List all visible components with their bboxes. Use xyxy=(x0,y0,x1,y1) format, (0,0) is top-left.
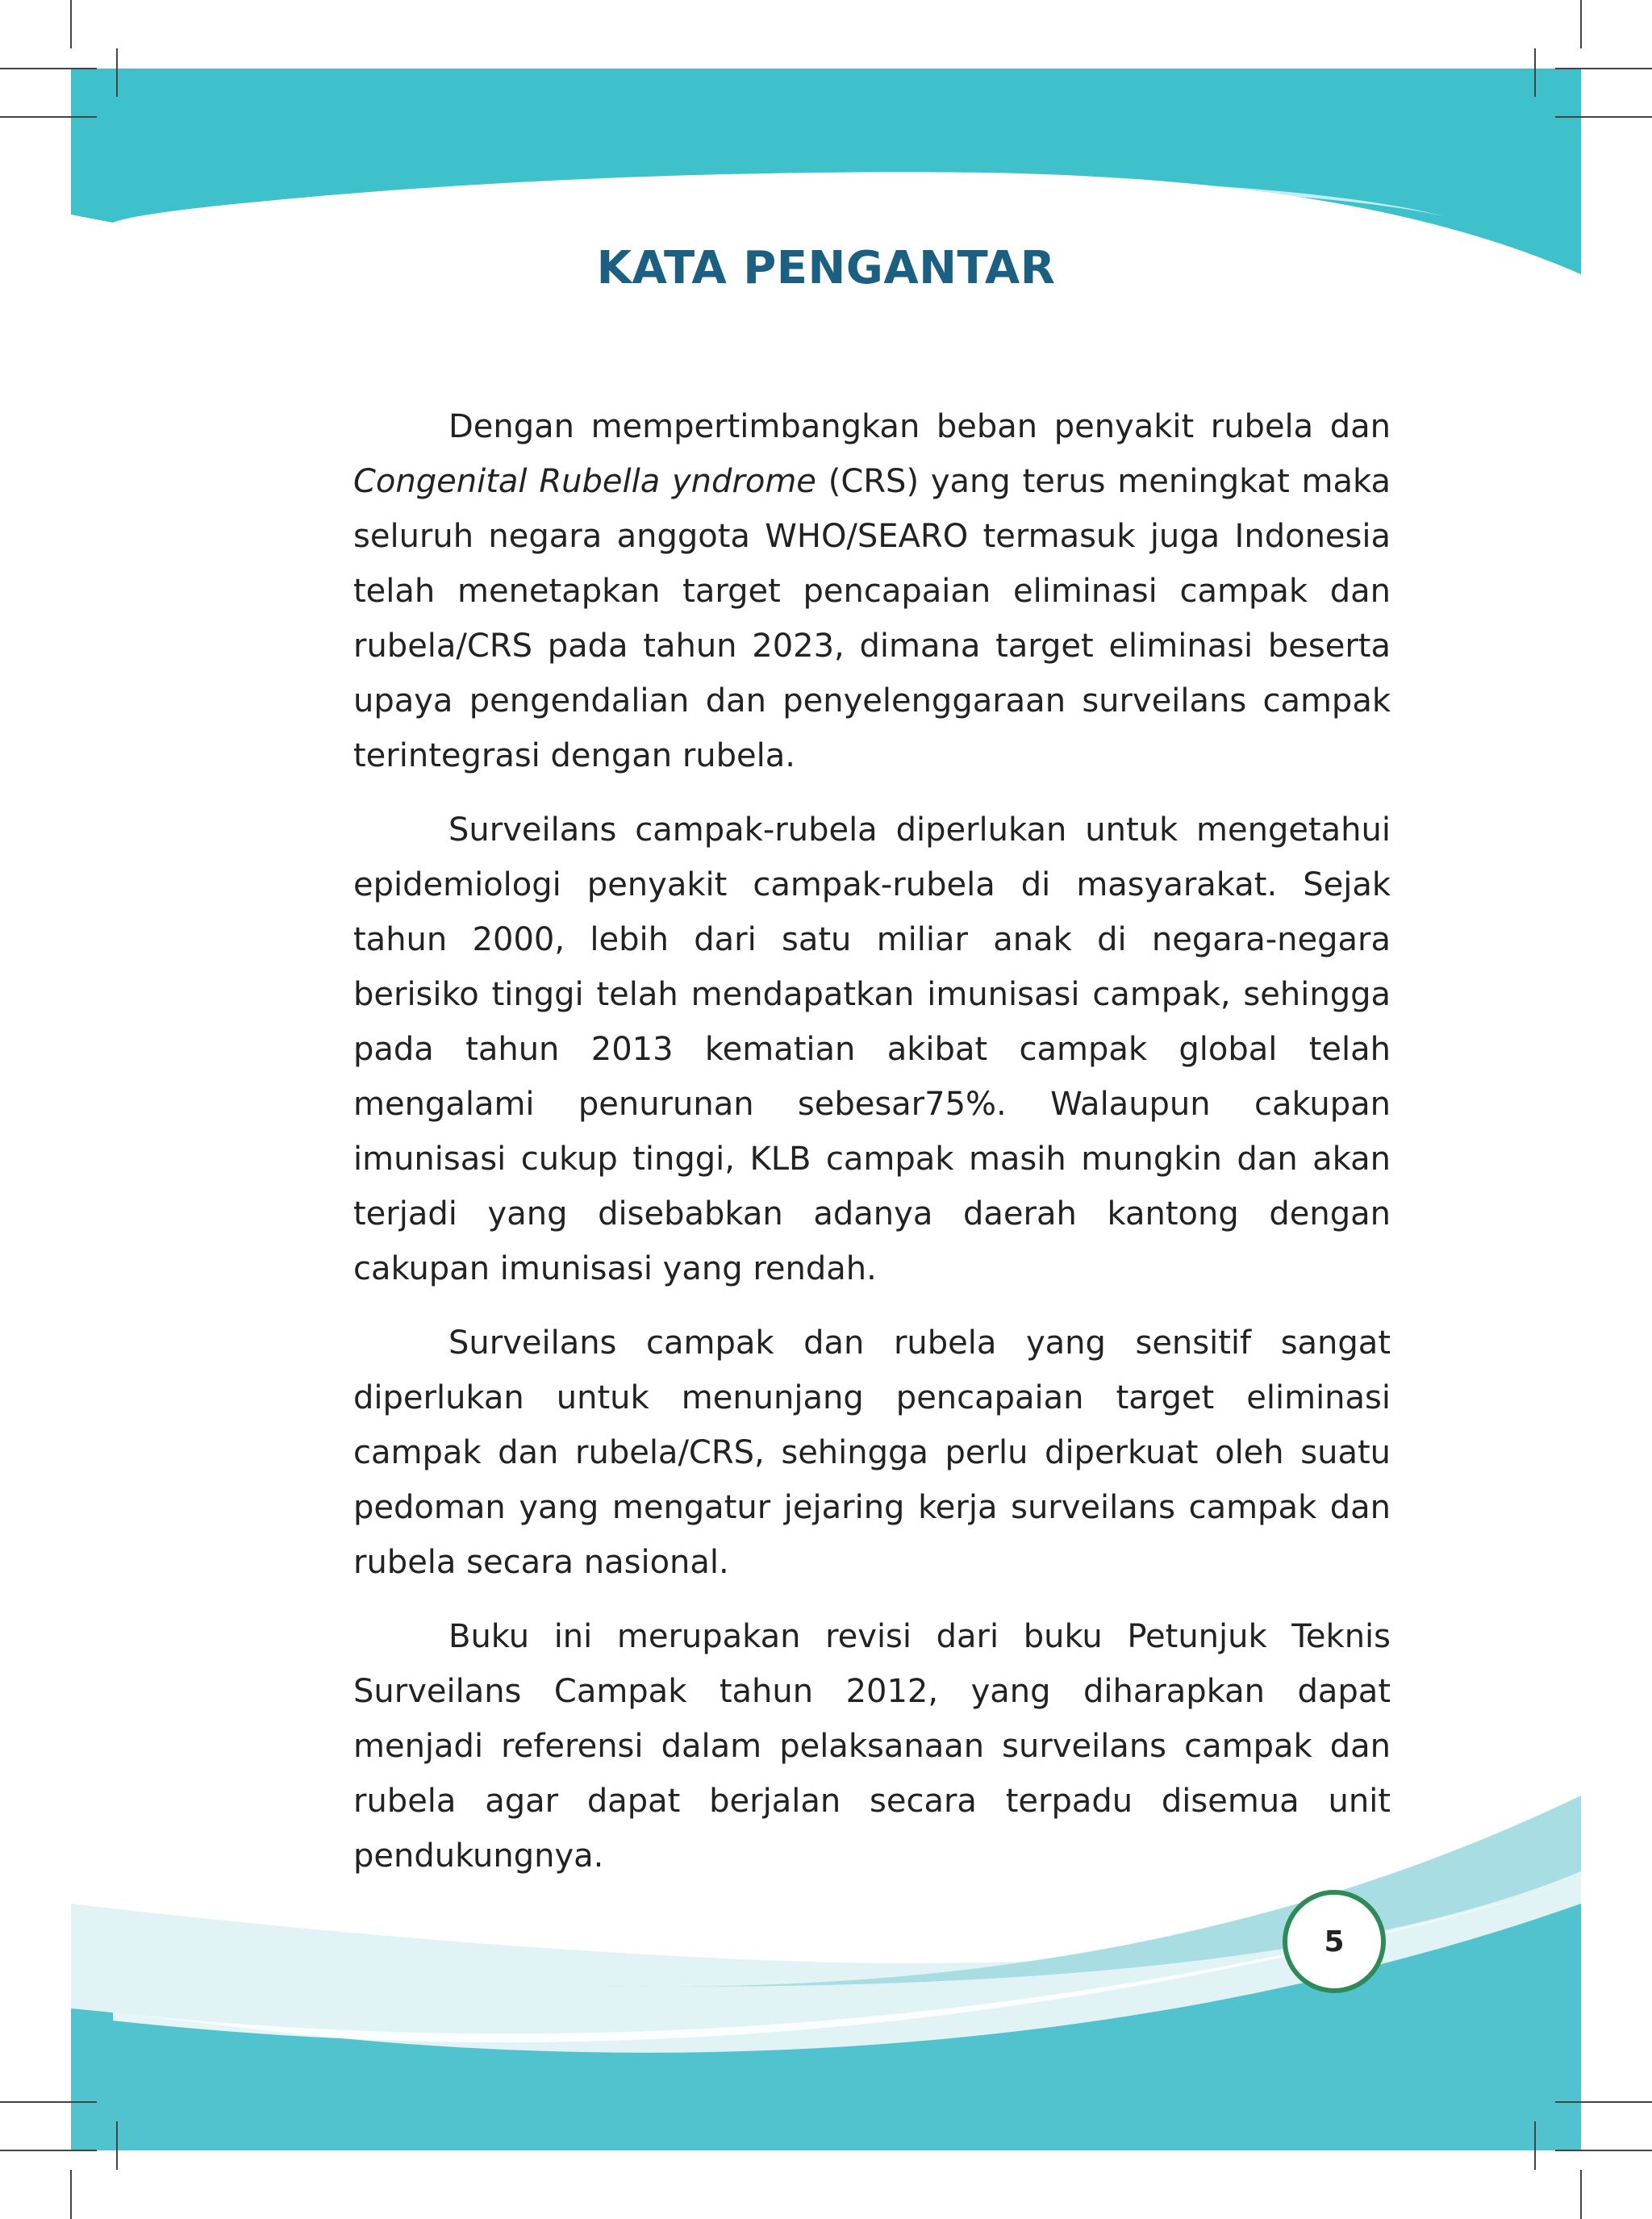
body-text xyxy=(353,399,1391,1903)
page-title: KATA PENGANTAR xyxy=(596,242,1056,294)
paragraph-1 xyxy=(353,399,1391,783)
paragraph-1-italic-term: Congenital Rubella yndrome xyxy=(353,463,816,500)
paragraph-3: Surveilans campak dan rubela yang sensitif sangat diperlukan untuk menunjang pencapaian target eliminasi campak dan rubela/CRS, sehingga perlu diperkuat oleh suatu pedoman yang mengatur jejaring kerja surveilans campak dan rubela secara nasional. xyxy=(353,1324,1391,1581)
paragraph-2: Surveilans campak-rubela diperlukan untuk mengetahui epidemiologi penyakit campak-rubela di masyarakat. Sejak tahun 2000, lebih dari satu miliar anak di negara-negara berisiko tinggi telah mendapatkan imunisasi campak, sehingga pada tahun 2013 kematian akibat campak global telah mengalami penurunan sebesar75%. Walaupun cakupan imunisasi cukup tinggi, KLB campak masih mungkin dan akan terjadi yang disebabkan adanya daerah kantong dengan cakupan imunisasi yang rendah. xyxy=(353,811,1391,1287)
paragraph-1-text-end: (CRS) yang terus meningkat maka seluruh negara anggota WHO/SEARO termasuk juga Indonesia telah menetapkan target pencapaian eliminasi campak dan rubela/CRS pada tahun 2023, dimana target eliminasi beserta upaya pengendalian dan penyelenggaraan surveilans campak terintegrasi dengan rubela. xyxy=(353,463,1391,774)
page-number-badge: 5 xyxy=(1283,1890,1386,1993)
paragraph-4: Buku ini merupakan revisi dari buku Petunjuk Teknis Surveilans Campak tahun 2012, yang diharapkan dapat menjadi referensi dalam pelaksanaan surveilans campak dan rubela agar dapat berjalan secara terpadu disemua unit pendukungnya. xyxy=(353,1618,1391,1875)
paragraph-1-text-start: Dengan mempertimbangkan beban penyakit rubela dan xyxy=(448,408,1391,445)
